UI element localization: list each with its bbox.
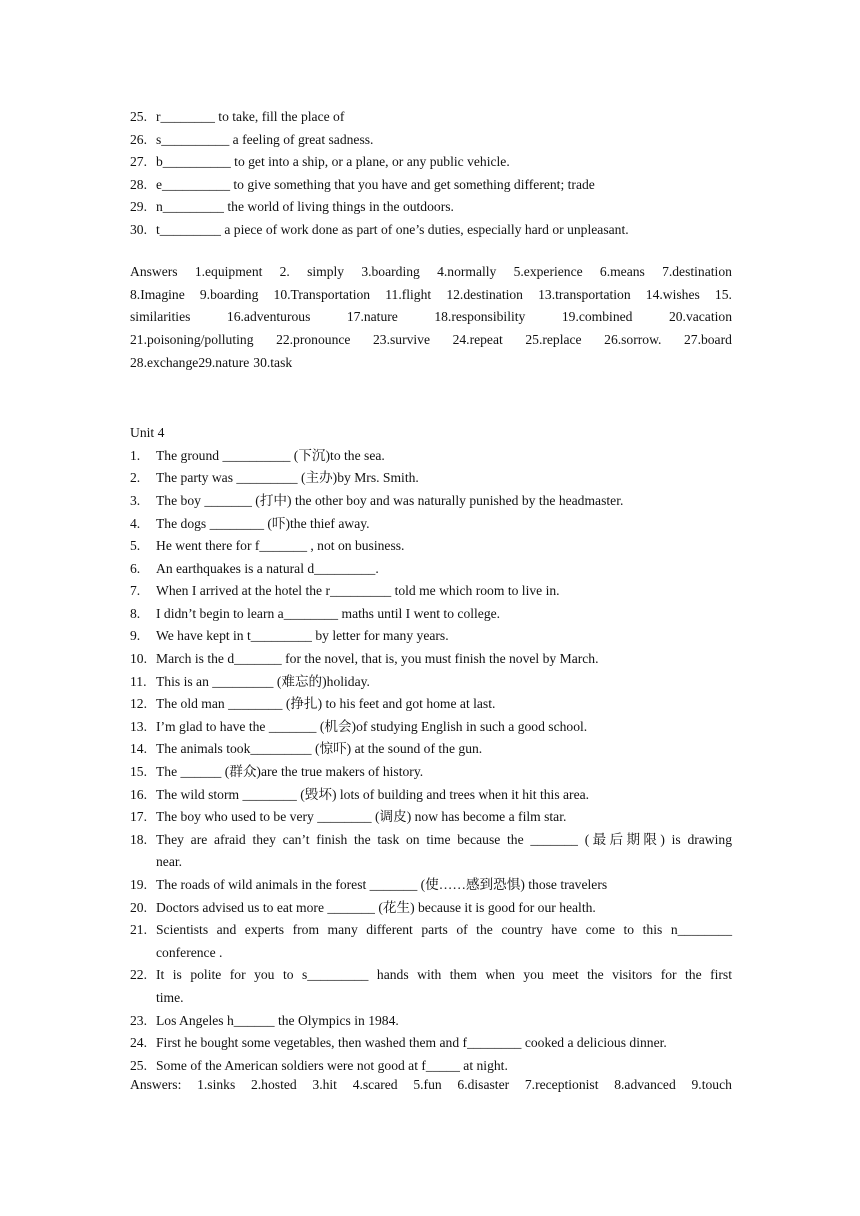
answer-token: 18.responsibility <box>434 309 526 325</box>
answer-token: 14.wishes <box>645 286 700 302</box>
list-item <box>130 738 732 761</box>
item-number: 17. <box>130 809 147 825</box>
item-number: 9. <box>130 628 141 644</box>
unit-title: Unit 4 <box>130 425 165 441</box>
item-text-block <box>156 806 732 829</box>
answer-token: 20.vacation <box>668 309 732 325</box>
item-text-line: The wild storm ________ (毁坏) lots of building and trees when it hit this area. <box>156 786 590 802</box>
item-number: 16. <box>130 786 147 802</box>
answer-token: 25.replace <box>525 331 582 347</box>
item-text-block <box>156 671 732 694</box>
item-number: 15. <box>130 764 147 780</box>
item-text-line: We have kept in t_________ by letter for many years. <box>156 628 449 644</box>
item-text: b__________ to get into a ship, or a plane, or any public vehicle. <box>156 154 510 170</box>
item-number: 6. <box>130 560 141 576</box>
list-item <box>130 490 732 513</box>
item-number: 8. <box>130 605 141 621</box>
answer-token: 21.poisoning/polluting <box>130 331 254 347</box>
item-text-block <box>156 445 732 468</box>
item-text-line: time. <box>156 989 184 1005</box>
answers-line <box>130 264 732 287</box>
item-text-line: This is an _________ (难忘的)holiday. <box>156 673 370 689</box>
answer-token: simply <box>307 264 345 280</box>
list-item <box>130 196 732 219</box>
item-number: 18. <box>130 831 147 847</box>
answer-token: 4.scared <box>352 1077 398 1093</box>
answer-token: 1.equipment <box>194 264 263 280</box>
list-item <box>130 106 732 129</box>
item-number: 10. <box>130 651 147 667</box>
answers-line <box>130 287 732 310</box>
list-item <box>130 219 732 242</box>
item-number: 29. <box>130 199 147 215</box>
item-text-block <box>156 964 732 1009</box>
answer-token: 10.Transportation <box>273 286 371 302</box>
list-item <box>130 535 732 558</box>
item-number: 30. <box>130 221 147 237</box>
answer-token: 5.experience <box>513 264 583 280</box>
answers-line <box>130 309 732 332</box>
item-text-block <box>156 829 732 874</box>
item-text-block <box>156 919 732 964</box>
answer-token: 28.exchange29.nature <box>130 354 250 370</box>
list-item <box>130 1010 732 1033</box>
list-item <box>130 897 732 920</box>
item-text-line: Los Angeles h______ the Olympics in 1984. <box>156 1012 399 1028</box>
item-text-line: conference . <box>156 944 223 960</box>
answer-token: 17.nature <box>346 309 398 325</box>
item-number: 24. <box>130 1035 147 1051</box>
item-text-block <box>156 648 732 671</box>
item-text: r________ to take, fill the place of <box>156 109 345 124</box>
item-text: t_________ a piece of work done as part of one’s duties, especially hard or unpleasant. <box>156 221 629 237</box>
answer-token: 27.board <box>683 331 732 347</box>
item-text-line: When I arrived at the hotel the r_________ told me which room to live in. <box>156 583 560 599</box>
answer-token: 23.survive <box>373 331 431 347</box>
list-item <box>130 671 732 694</box>
item-number: 23. <box>130 1012 147 1028</box>
list-item <box>130 964 732 1009</box>
answer-token: 3.boarding <box>361 264 420 280</box>
answer-token: 22.pronounce <box>276 331 351 347</box>
item-text-block <box>156 897 732 920</box>
item-text-block <box>156 693 732 716</box>
answer-token: 16.adventurous <box>226 309 311 325</box>
answer-token: similarities <box>130 309 191 325</box>
answer-token: 13.transportation <box>538 286 631 302</box>
list-item <box>130 625 732 648</box>
item-number: 20. <box>130 899 147 915</box>
item-text-block <box>156 784 732 807</box>
spacer <box>130 377 732 422</box>
item-text-line: He went there for f_______ , not on business. <box>156 538 405 554</box>
item-text-line: First he bought some vegetables, then washed them and f________ cooked a delicious dinner. <box>156 1035 667 1051</box>
item-text-line: March is the d_______ for the novel, that is, you must finish the novel by March. <box>156 651 599 667</box>
list-item <box>130 1032 732 1055</box>
item-text-line: near. <box>156 854 183 870</box>
vocabulary-definitions-list <box>130 106 732 242</box>
answer-token: 2. <box>279 264 290 280</box>
item-number: 3. <box>130 492 141 508</box>
item-number: 22. <box>130 967 147 983</box>
item-text-block <box>156 558 732 581</box>
item-number: 14. <box>130 741 147 757</box>
list-item <box>130 874 732 897</box>
answer-token: Answers: <box>130 1077 182 1093</box>
item-text: e__________ to give something that you have and get something different; trade <box>156 176 595 192</box>
answer-token: 6.disaster <box>457 1077 510 1093</box>
answers-line <box>130 355 732 378</box>
answer-token: 1.sinks <box>197 1077 236 1093</box>
unit4-exercise-list <box>130 445 732 1078</box>
answers-line <box>130 332 732 355</box>
list-item <box>130 829 732 874</box>
item-number: 7. <box>130 583 141 599</box>
list-item <box>130 513 732 536</box>
list-item <box>130 716 732 739</box>
answer-token: 2.hosted <box>250 1077 297 1093</box>
item-text: n_________ the world of living things in the outdoors. <box>156 199 454 215</box>
answers-block-2 <box>130 1077 732 1100</box>
answer-token: 15. <box>714 286 732 302</box>
answer-token: 5.fun <box>413 1077 442 1093</box>
list-item <box>130 693 732 716</box>
list-item <box>130 1055 732 1078</box>
list-item <box>130 806 732 829</box>
spacer <box>130 242 732 265</box>
item-text-line: The animals took_________ (惊吓) at the sound of the gun. <box>156 741 483 757</box>
item-text-block <box>156 716 732 739</box>
list-item <box>130 129 732 152</box>
item-text-block <box>156 1010 732 1033</box>
item-text-line: The roads of wild animals in the forest _______ (使……感到恐惧) those travelers <box>156 877 608 892</box>
item-number: 25. <box>130 109 147 124</box>
item-number: 28. <box>130 176 147 192</box>
item-text-line: The party was _________ (主办)by Mrs. Smith. <box>156 470 419 486</box>
item-text-block <box>156 467 732 490</box>
answer-token: 9.touch <box>691 1077 732 1093</box>
document-page <box>130 106 732 1100</box>
item-text-block <box>156 1032 732 1055</box>
item-text-block <box>156 625 732 648</box>
item-text-line: The ______ (群众)are the true makers of history. <box>156 764 424 780</box>
item-text-block <box>156 1055 732 1078</box>
list-item <box>130 558 732 581</box>
item-text-line: An earthquakes is a natural d_________. <box>156 560 379 576</box>
answers-block-1 <box>130 264 732 377</box>
answer-token: 11.flight <box>385 286 432 302</box>
item-text-block <box>156 490 732 513</box>
item-number: 11. <box>130 673 147 689</box>
item-text-block <box>156 535 732 558</box>
item-text-line: Some of the American soldiers were not good at f_____ at night. <box>156 1057 508 1073</box>
answer-token: 7.destination <box>662 264 732 280</box>
list-item <box>130 174 732 197</box>
item-text-line: I didn’t begin to learn a________ maths until I went to college. <box>156 605 501 621</box>
item-text-line: The old man ________ (挣扎) to his feet and got home at last. <box>156 696 496 712</box>
answer-token: 8.advanced <box>614 1077 676 1093</box>
answer-token: 4.normally <box>437 264 497 280</box>
item-text-line: Doctors advised us to eat more _______ (花生) because it is good for our health. <box>156 899 596 915</box>
answer-token: 24.repeat <box>452 331 503 347</box>
answer-token: Answers <box>130 264 178 280</box>
answer-token: 9.boarding <box>199 286 259 302</box>
item-number: 27. <box>130 154 147 170</box>
list-item <box>130 648 732 671</box>
answer-token: 30.task <box>253 354 293 370</box>
item-text-block <box>156 580 732 603</box>
list-item <box>130 919 732 964</box>
answer-token: 8.Imagine <box>130 286 185 302</box>
item-text: s__________ a feeling of great sadness. <box>156 131 374 147</box>
item-number: 21. <box>130 922 147 938</box>
item-text-block <box>156 738 732 761</box>
answer-token: 3.hit <box>312 1077 337 1093</box>
answer-token: 7.receptionist <box>524 1077 599 1093</box>
item-text-line: The boy _______ (打中) the other boy and was naturally punished by the headmaster. <box>156 492 624 508</box>
item-number: 26. <box>130 131 147 147</box>
item-text-line: The ground __________ (下沉)to the sea. <box>156 447 385 463</box>
item-number: 25. <box>130 1057 147 1073</box>
item-text-block <box>156 874 732 897</box>
answer-token: 6.means <box>599 264 645 280</box>
item-number: 12. <box>130 696 147 712</box>
item-text-line: Scientists and experts from many different parts of the country have come to this n________ <box>156 922 732 938</box>
item-text-line: They are afraid they can’t finish the task on time because the _______ (最后期限) is drawing <box>156 831 732 847</box>
item-text-block <box>156 761 732 784</box>
item-number: 4. <box>130 515 141 531</box>
list-item <box>130 151 732 174</box>
item-text-line: It is polite for you to s_________ hands with them when you meet the visitors for the first <box>156 967 732 983</box>
answer-token: 12.destination <box>446 286 523 302</box>
list-item <box>130 761 732 784</box>
list-item <box>130 580 732 603</box>
answer-token: 26.sorrow. <box>604 331 662 347</box>
item-number: 2. <box>130 470 141 486</box>
item-text-line: I’m glad to have the _______ (机会)of studying English in such a good school. <box>156 718 588 734</box>
item-number: 1. <box>130 447 141 463</box>
answer-token: 19.combined <box>561 309 633 325</box>
item-number: 19. <box>130 877 147 892</box>
item-text-line: The boy who used to be very ________ (调皮) now has become a film star. <box>156 809 567 825</box>
list-item <box>130 784 732 807</box>
list-item <box>130 603 732 626</box>
item-text-line: The dogs ________ (吓)the thief away. <box>156 515 370 531</box>
list-item <box>130 445 732 468</box>
item-text-block <box>156 513 732 536</box>
list-item <box>130 467 732 490</box>
item-number: 13. <box>130 718 147 734</box>
item-text-block <box>156 603 732 626</box>
item-number: 5. <box>130 538 141 554</box>
